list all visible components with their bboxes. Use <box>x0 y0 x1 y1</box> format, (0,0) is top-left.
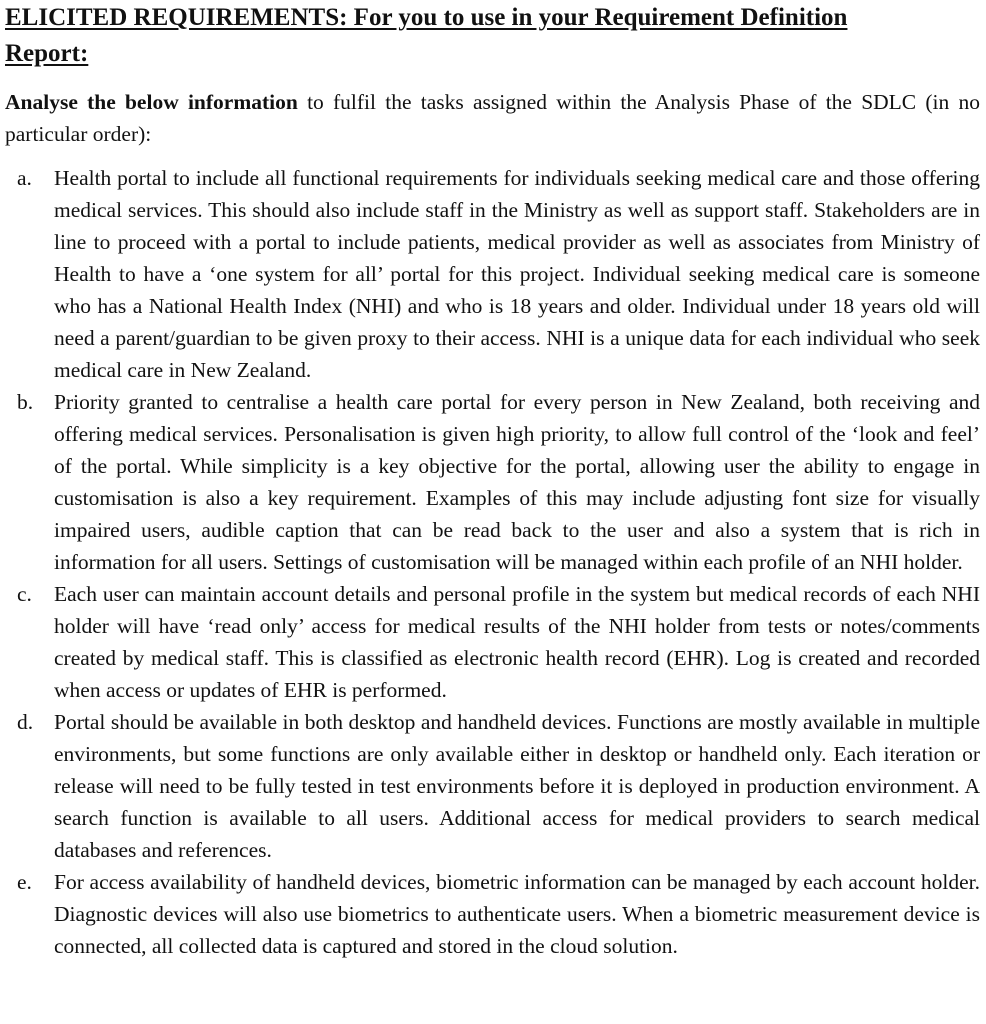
list-item-text: Portal should be available in both desktop and handheld devices. Functions are mostly available in multiple environments, but some functions are only available either in desktop or handheld only. Each iteration or release will need to be fully tested in test environments before it is deployed in production environment. A search function is available to all users. Additional access for medical providers to search medical databases and references. <box>54 710 980 862</box>
intro-paragraph <box>5 86 980 150</box>
list-item-text: Health portal to include all functional requirements for individuals seeking medical care and those offering medical services. This should also include staff in the Ministry as well as support staff. Stakeholders are in line to proceed with a portal to include patients, medical provider as well as associates from Ministry of Health to have a ‘one system for all’ portal for this project. Individual seeking medical care is someone who has a National Health Index (NHI) and who is 18 years and older. Individual under 18 years old will need a parent/guardian to be given proxy to their access. NHI is a unique data for each individual who seek medical care in New Zealand. <box>54 166 980 382</box>
list-item-text: Each user can maintain account details and personal profile in the system but medical records of each NHI holder will have ‘read only’ access for medical results of the NHI holder from tests or notes/comments created by medical staff. This is classified as electronic health record (EHR). Log is created and recorded when access or updates of EHR is performed. <box>54 582 980 702</box>
intro-bold: Analyse the below information <box>5 90 298 114</box>
list-item-text: Priority granted to centralise a health care portal for every person in New Zealand, both receiving and offering medical services. Personalisation is given high priority, to allow full control of the ‘look and feel’ of the portal. While simplicity is a key objective for the portal, allowing user the ability to engage in customisation is also a key requirement. Examples of this may include adjusting font size for visually impaired users, audible caption that can be read back to the user and also a system that is rich in information for all users. Settings of customisation will be managed within each profile of an NHI holder. <box>54 390 980 574</box>
document-heading <box>5 0 980 72</box>
list-item <box>5 162 980 386</box>
list-item <box>5 866 980 962</box>
list-marker: d. <box>17 710 34 734</box>
requirements-list <box>5 162 980 962</box>
list-item <box>5 706 980 866</box>
heading-line-1: ELICITED REQUIREMENTS: For you to use in your Requirement Definition <box>5 4 848 31</box>
list-marker: a. <box>17 166 32 190</box>
list-marker: b. <box>17 390 34 414</box>
list-item-text: For access availability of handheld devices, biometric information can be managed by each account holder. Diagnostic devices will also use biometrics to authenticate users. When a biometric measurement device is connected, all collected data is captured and stored in the cloud solution. <box>54 870 980 958</box>
heading-line-2: Report: <box>5 40 89 67</box>
list-marker: c. <box>17 582 32 606</box>
intro-rest: to fulfil the tasks assigned within the Analysis Phase of the SDLC (in no particular order): <box>5 90 980 146</box>
list-marker: e. <box>17 870 32 894</box>
list-item <box>5 578 980 706</box>
list-item <box>5 386 980 578</box>
